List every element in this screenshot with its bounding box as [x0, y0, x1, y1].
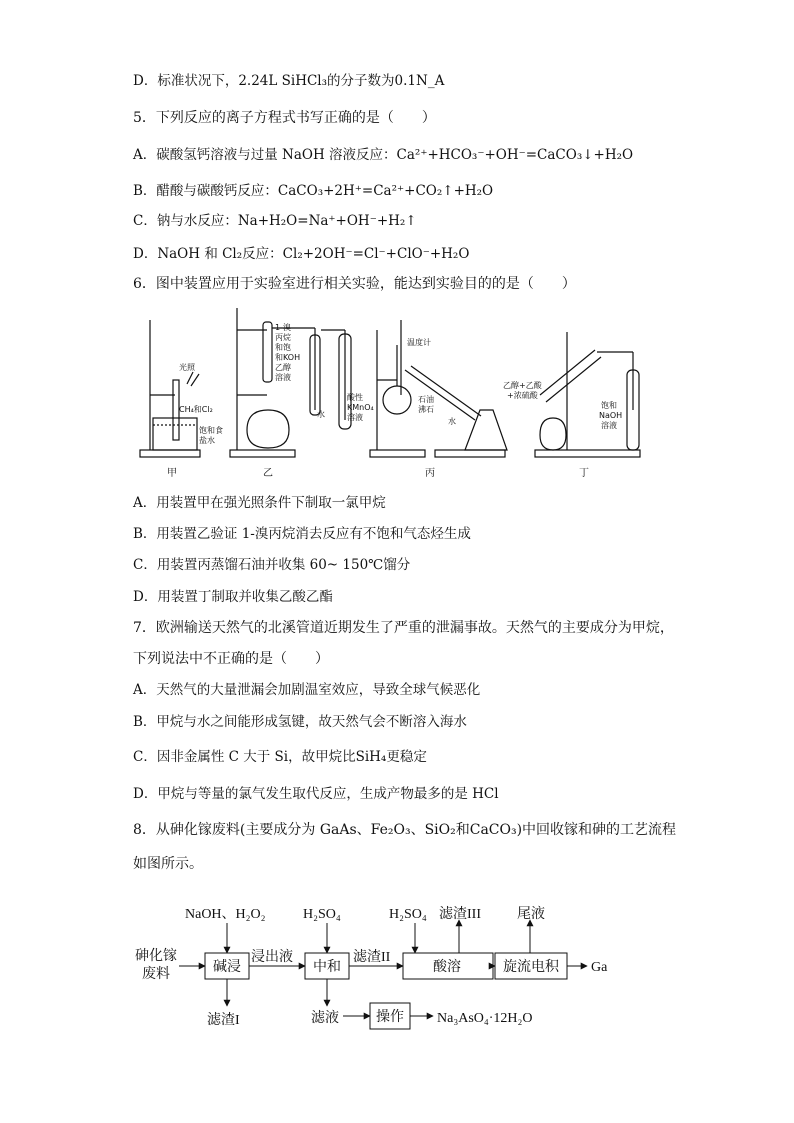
- bing-label-thermometer: 温度计: [407, 338, 431, 347]
- raw-material-1: 砷化镓: [135, 949, 177, 964]
- bing-label-stone: 沸石: [418, 405, 434, 414]
- filtrate: 滤液: [311, 1011, 339, 1026]
- yi-label-5: 乙醇: [275, 363, 291, 372]
- apparatus-figure: [135, 300, 655, 480]
- jia-caption: 甲: [167, 468, 177, 479]
- yi-label-water: 水: [317, 410, 325, 419]
- question-6: 6．图中装置应用于实验室进行相关实验，能达到实验目的的是（ ）: [133, 276, 576, 292]
- step-electrowinning: 旋流电积: [503, 960, 559, 975]
- apparatus-jia: [140, 320, 200, 457]
- bing-caption: 丙: [425, 468, 435, 479]
- yi-label-acid: 酸性: [347, 393, 363, 402]
- ding-caption: 丁: [579, 468, 589, 479]
- jia-label-brine-1: 饱和食: [199, 426, 223, 435]
- q6-option-a: A．用装置甲在强光照条件下制取一氯甲烷: [133, 495, 386, 511]
- q6-option-d: D．用装置丁制取并收集乙酸乙酯: [133, 589, 333, 605]
- q7-option-d: D．甲烷与等量的氯气发生取代反应，生成产物最多的是 HCl: [133, 786, 499, 802]
- q5-option-d: D．NaOH 和 Cl₂反应：Cl₂+2OH⁻=Cl⁻+ClO⁻+H₂O: [133, 246, 470, 262]
- question-7-line-1: 7．欧洲输送天然气的北溪管道近期发生了严重的泄漏事故。天然气的主要成分为甲烷，: [133, 620, 674, 636]
- residue-3: 滤渣III: [439, 907, 481, 922]
- reagent-naoh-h2o2: NaOH、H₂O₂: [185, 907, 266, 922]
- reagent-h2so4-2: H₂SO₄: [389, 907, 427, 922]
- product-ga: Ga: [591, 960, 608, 975]
- jia-label-brine-2: 盐水: [199, 436, 215, 445]
- bing-label-water: 水: [448, 417, 456, 426]
- raw-material-2: 废料: [142, 967, 170, 982]
- residue-1: 滤渣I: [207, 1013, 240, 1028]
- ding-label-2: +浓硫酸: [507, 391, 538, 400]
- tail-liquid: 尾液: [517, 907, 545, 922]
- ding-label-1: 乙醇+乙酸: [503, 381, 542, 390]
- jia-label-light: 光照: [179, 363, 195, 372]
- question-8-line-1: 8．从砷化镓废料(主要成分为 GaAs、Fe₂O₃、SiO₂和CaCO₃)中回收镓和砷的工艺流程: [133, 822, 677, 838]
- apparatus-ding: [535, 332, 640, 457]
- yi-label-6: 溶液: [275, 373, 291, 382]
- step-acid-dissolve: 酸溶: [433, 960, 461, 975]
- question-8-line-2: 如图所示。: [133, 856, 203, 872]
- leach-liquid: 浸出液: [251, 950, 293, 965]
- yi-label-1: 1-溴: [275, 323, 291, 332]
- q5-option-a: A．碳酸氢钙溶液与过量 NaOH 溶液反应：Ca²⁺+HCO₃⁻+OH⁻=CaCO₃↓+H₂O: [133, 147, 634, 163]
- residue-2: 滤渣II: [353, 950, 391, 965]
- ding-label-3: 饱和: [601, 401, 617, 410]
- q7-option-b: B．甲烷与水之间能形成氢键，故天然气会不断溶入海水: [133, 714, 467, 730]
- step-alkali-leach: 碱浸: [213, 960, 241, 975]
- yi-label-4: 和KOH: [275, 353, 301, 362]
- yi-label-kmno4: KMnO₄: [347, 403, 374, 412]
- apparatus-bing: [370, 320, 507, 457]
- bing-label-oil: 石油: [418, 395, 434, 404]
- q7-option-c: C．因非金属性 C 大于 Si，故甲烷比SiH₄更稳定: [133, 749, 427, 765]
- q6-option-b: B．用装置乙验证 1-溴丙烷消去反应有不饱和气态烃生成: [133, 526, 471, 542]
- q6-option-c: C．用装置丙蒸馏石油并收集 60~ 150℃馏分: [133, 557, 411, 573]
- step-operation: 操作: [376, 1010, 404, 1025]
- process-flow-diagram: [125, 898, 645, 1038]
- reagent-h2so4-1: H₂SO₄: [303, 907, 341, 922]
- question-5: 5．下列反应的离子方程式书写正确的是（ ）: [133, 110, 436, 126]
- yi-label-3: 和饱: [275, 343, 291, 352]
- yi-label-solution: 溶液: [347, 413, 363, 422]
- question-7-line-2: 下列说法中不正确的是（ ）: [133, 651, 329, 667]
- yi-label-2: 丙烷: [275, 333, 291, 342]
- q5-option-b: B．醋酸与碳酸钙反应：CaCO₃+2H⁺=Ca²⁺+CO₂↑+H₂O: [133, 183, 494, 199]
- q7-option-a: A．天然气的大量泄漏会加剧温室效应，导致全球气候恶化: [133, 682, 481, 698]
- q5-option-c: C．钠与水反应：Na+H₂O=Na⁺+OH⁻+H₂↑: [133, 213, 417, 229]
- yi-caption: 乙: [263, 468, 273, 479]
- step-neutralize: 中和: [313, 960, 341, 975]
- jia-label-gas: CH₄和Cl₂: [179, 405, 213, 414]
- ding-label-5: 溶液: [601, 421, 617, 430]
- q4-option-d: D．标准状况下，2.24L SiHCl₃的分子数为0.1N_A: [133, 73, 445, 89]
- product-na3aso4: Na₃AsO₄·12H₂O: [437, 1011, 533, 1026]
- ding-label-4: NaOH: [599, 411, 623, 420]
